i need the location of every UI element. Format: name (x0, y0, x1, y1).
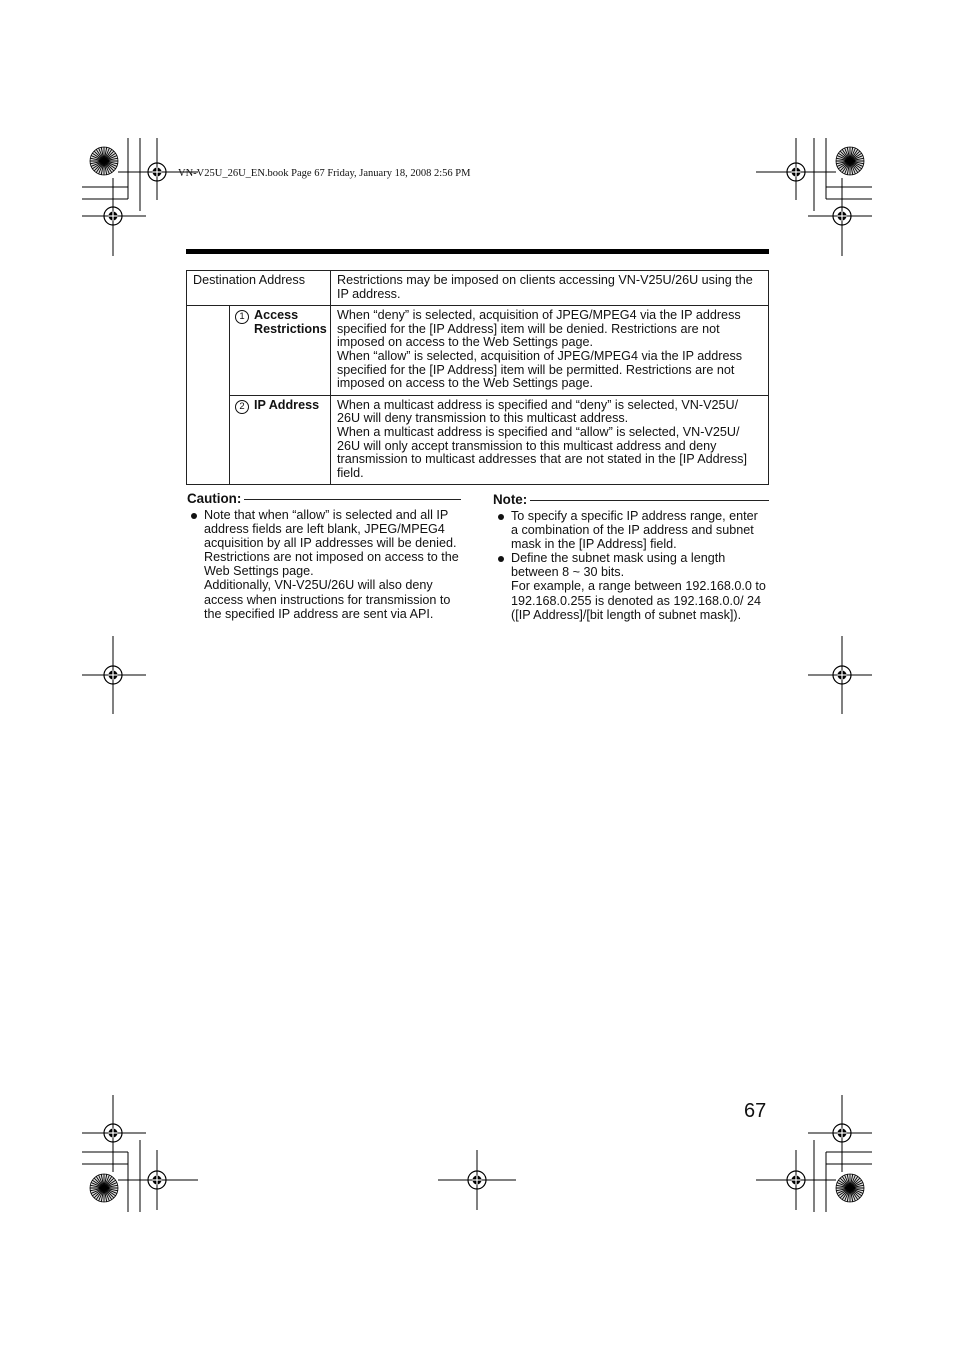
bullet-icon (191, 513, 197, 519)
description-text: When “allow” is selected, acquisition of JPEG/MPEG4 via the IP address specified for the [IP Address] item will be permitted. Restrictions are not imposed on access to the Web Settings page. (337, 348, 743, 391)
note-heading (493, 492, 769, 507)
print-header: VN-V25U_26U_EN.book Page 67 Friday, January 18, 2008 2:56 PM (178, 168, 471, 179)
caution-rule (244, 499, 461, 500)
settings-table (186, 270, 769, 485)
list-item (494, 509, 768, 551)
table-row (187, 271, 769, 306)
list-item (494, 551, 768, 621)
table-row (187, 306, 769, 396)
row-label-ip-address (230, 395, 331, 485)
note-rule (530, 500, 769, 501)
row-description-access-restrictions (331, 306, 769, 396)
note-title: Note: (493, 492, 528, 507)
row-description-ip-address (331, 395, 769, 485)
row-label-destination-address: Destination Address (187, 271, 331, 306)
list-item (187, 508, 465, 621)
table-row (187, 395, 769, 485)
description-text: When “deny” is selected, acquisition of JPEG/MPEG4 via the IP address specified for the [IP Address] item will be denied. Restrictions are not imposed on access to the Web Settings page. (337, 308, 741, 350)
caution-title: Caution: (187, 491, 242, 506)
caution-extra-text: Additionally, VN-V25U/26U will also deny access when instructions for transmission to the specified IP address are sent via API. (204, 578, 451, 621)
row-label-text: IP Address (254, 397, 320, 412)
indent-cell (187, 306, 230, 485)
page-number: 67 (744, 1100, 767, 1122)
row-description-destination-address (331, 271, 769, 306)
note-text: Define the subnet mask using a length between 8 ~ 30 bits. (511, 551, 726, 580)
caution-list (187, 508, 465, 621)
note-list (494, 509, 768, 622)
bullet-icon (498, 514, 504, 520)
bullet-icon (498, 556, 504, 562)
row-label-text: Access Restrictions (254, 308, 327, 336)
item-number-badge: 1 (235, 310, 249, 324)
row-label-access-restrictions (230, 306, 331, 396)
caution-text: Note that when “allow” is selected and all IP address fields are left blank, JPEG/MPEG4 acquisition by all IP addresses will be denied. Restrictions are not imposed on access to the Web Settings page. (204, 508, 459, 579)
caution-heading (187, 491, 461, 506)
description-text: When a multicast address is specified and “allow” is selected, VN-V25U/ 26U will only accept transmission to this multicast address and deny transmission to multicast addresses that are not stated in the [IP Address] field. (337, 424, 747, 480)
note-text: To specify a specific IP address range, enter a combination of the IP address and subnet mask in the [IP Address] field. (511, 509, 758, 552)
description-text: When a multicast address is specified and “deny” is selected, VN-V25U/ 26U will deny transmission to this multicast address. (337, 397, 739, 426)
item-number-badge: 2 (235, 400, 249, 414)
note-extra-text: For example, a range between 192.168.0.0 to 192.168.0.255 is denoted as 192.168.0.0/ 24 ([IP Address]/[bit length of subnet mask]). (511, 579, 766, 622)
section-rule (186, 249, 769, 254)
description-text: Restrictions may be imposed on clients accessing VN-V25U/26U using the IP address. (337, 273, 753, 301)
